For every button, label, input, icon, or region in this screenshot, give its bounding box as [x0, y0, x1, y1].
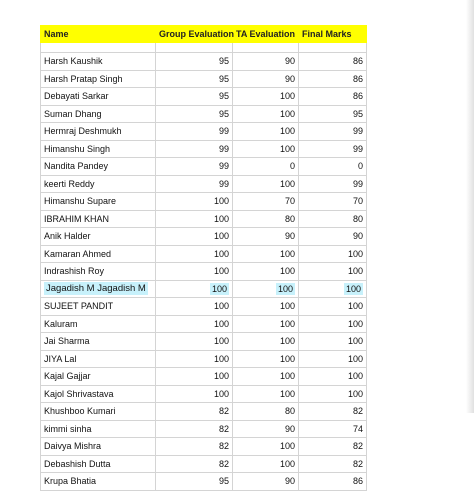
final-marks-cell[interactable]: 100 [299, 385, 367, 403]
table-row [41, 350, 367, 368]
final-marks-cell[interactable]: 100 [299, 333, 367, 351]
final-marks-cell[interactable]: 100 [299, 298, 367, 316]
final-marks-cell[interactable]: 86 [299, 53, 367, 71]
final-marks-cell[interactable]: 82 [299, 403, 367, 421]
table-row [41, 140, 367, 158]
blank-cell[interactable] [233, 43, 299, 53]
name-cell[interactable]: Jai Sharma [41, 333, 156, 351]
ta-evaluation-cell[interactable]: 100 [233, 140, 299, 158]
table-row [41, 280, 367, 298]
header-name[interactable]: Name [41, 26, 156, 43]
ta-evaluation-cell[interactable]: 90 [233, 228, 299, 246]
ta-evaluation-cell[interactable]: 100 [233, 123, 299, 141]
table-row [41, 193, 367, 211]
ta-evaluation-cell[interactable]: 90 [233, 70, 299, 88]
final-marks-cell[interactable]: 100 [299, 245, 367, 263]
name-cell[interactable]: Kajal Gajjar [41, 368, 156, 386]
name-cell[interactable]: Nandita Pandey [41, 158, 156, 176]
group-evaluation-cell[interactable]: 100 [156, 193, 233, 211]
blank-cell[interactable] [299, 43, 367, 53]
group-evaluation-cell[interactable]: 99 [156, 123, 233, 141]
name-cell[interactable]: kimmi sinha [41, 420, 156, 438]
name-cell[interactable]: Anik Halder [41, 228, 156, 246]
group-evaluation-cell[interactable]: 95 [156, 88, 233, 106]
header-row [41, 26, 367, 43]
final-marks-cell[interactable]: 99 [299, 140, 367, 158]
ta-evaluation-cell[interactable]: 90 [233, 473, 299, 491]
ta-evaluation-cell[interactable]: 100 [233, 455, 299, 473]
final-marks-cell[interactable] [299, 280, 367, 298]
name-cell[interactable]: Daivya Mishra [41, 438, 156, 456]
name-cell[interactable]: JIYA Lal [41, 350, 156, 368]
table-row [41, 175, 367, 193]
name-cell[interactable]: Harsh Kaushik [41, 53, 156, 71]
ta-evaluation-cell[interactable]: 90 [233, 53, 299, 71]
final-marks-cell[interactable]: 100 [299, 368, 367, 386]
ta-evaluation-cell[interactable]: 100 [233, 105, 299, 123]
group-evaluation-cell[interactable]: 82 [156, 438, 233, 456]
group-evaluation-cell[interactable]: 100 [156, 210, 233, 228]
ta-evaluation-cell[interactable]: 90 [233, 420, 299, 438]
final-marks-cell[interactable]: 86 [299, 70, 367, 88]
group-evaluation-cell[interactable]: 100 [156, 263, 233, 281]
ta-evaluation-cell[interactable]: 100 [233, 245, 299, 263]
ta-evaluation-cell[interactable] [233, 280, 299, 298]
group-evaluation-cell[interactable]: 99 [156, 140, 233, 158]
final-marks-cell[interactable]: 86 [299, 473, 367, 491]
ta-evaluation-cell[interactable]: 100 [233, 350, 299, 368]
table-row [41, 70, 367, 88]
group-evaluation-cell[interactable]: 95 [156, 105, 233, 123]
table-row [41, 53, 367, 71]
group-evaluation-cell[interactable]: 99 [156, 158, 233, 176]
table-row [41, 403, 367, 421]
final-marks-cell[interactable]: 100 [299, 263, 367, 281]
name-cell[interactable]: keerti Reddy [41, 175, 156, 193]
table-row [41, 455, 367, 473]
table-row [41, 245, 367, 263]
name-cell[interactable]: SUJEET PANDIT [41, 298, 156, 316]
group-evaluation-cell[interactable]: 100 [156, 245, 233, 263]
ta-evaluation-cell[interactable]: 100 [233, 263, 299, 281]
blank-row [41, 43, 367, 53]
table-row [41, 473, 367, 491]
final-marks-cell[interactable]: 95 [299, 105, 367, 123]
group-evaluation-cell[interactable]: 99 [156, 175, 233, 193]
table-row [41, 368, 367, 386]
table-row [41, 438, 367, 456]
final-marks-cell[interactable]: 82 [299, 438, 367, 456]
name-cell[interactable]: Hermraj Deshmukh [41, 123, 156, 141]
group-evaluation-cell[interactable]: 95 [156, 53, 233, 71]
final-marks-cell[interactable]: 70 [299, 193, 367, 211]
ta-evaluation-cell[interactable]: 70 [233, 193, 299, 211]
ta-evaluation-cell[interactable]: 100 [233, 298, 299, 316]
name-cell[interactable]: Debayati Sarkar [41, 88, 156, 106]
name-cell[interactable]: Debashish Dutta [41, 455, 156, 473]
final-marks-cell[interactable]: 100 [299, 315, 367, 333]
table-body [41, 43, 367, 491]
name-cell[interactable]: Indrashish Roy [41, 263, 156, 281]
table-row [41, 158, 367, 176]
ta-evaluation-cell[interactable]: 100 [233, 368, 299, 386]
table-row [41, 105, 367, 123]
ta-evaluation-cell[interactable]: 80 [233, 403, 299, 421]
name-cell[interactable] [41, 280, 156, 298]
header-ta-evaluation[interactable]: TA Evaluation [233, 26, 299, 43]
highlighted-text: 100 [345, 283, 361, 294]
blank-cell[interactable] [41, 43, 156, 53]
group-evaluation-cell[interactable]: 82 [156, 403, 233, 421]
table-row [41, 385, 367, 403]
highlighted-text: Jagadish M Jagadish M [46, 283, 146, 295]
name-cell[interactable]: Himanshu Singh [41, 140, 156, 158]
final-marks-cell[interactable]: 86 [299, 88, 367, 106]
table-row [41, 420, 367, 438]
group-evaluation-cell[interactable]: 95 [156, 473, 233, 491]
final-marks-cell[interactable]: 80 [299, 210, 367, 228]
table-row [41, 315, 367, 333]
final-marks-cell[interactable]: 90 [299, 228, 367, 246]
name-cell[interactable]: IBRAHIM KHAN [41, 210, 156, 228]
ta-evaluation-cell[interactable]: 100 [233, 333, 299, 351]
ta-evaluation-cell[interactable]: 100 [233, 315, 299, 333]
group-evaluation-cell[interactable]: 100 [156, 368, 233, 386]
name-cell[interactable]: Kaluram [41, 315, 156, 333]
group-evaluation-cell[interactable]: 100 [156, 350, 233, 368]
marks-table [40, 25, 367, 491]
table-row [41, 333, 367, 351]
table-row [41, 298, 367, 316]
ta-evaluation-cell[interactable]: 100 [233, 88, 299, 106]
group-evaluation-cell[interactable]: 95 [156, 70, 233, 88]
name-cell[interactable]: Harsh Pratap Singh [41, 70, 156, 88]
name-cell[interactable]: Himanshu Supare [41, 193, 156, 211]
header-group-evaluation[interactable]: Group Evaluation [156, 26, 233, 43]
ta-evaluation-cell[interactable]: 80 [233, 210, 299, 228]
final-marks-cell[interactable]: 74 [299, 420, 367, 438]
name-cell[interactable]: Suman Dhang [41, 105, 156, 123]
name-cell[interactable]: Kajol Shrivastava [41, 385, 156, 403]
name-cell[interactable]: Khushboo Kumari [41, 403, 156, 421]
final-marks-cell[interactable]: 99 [299, 123, 367, 141]
group-evaluation-cell[interactable]: 100 [156, 333, 233, 351]
table-row [41, 228, 367, 246]
final-marks-cell[interactable]: 99 [299, 175, 367, 193]
group-evaluation-cell[interactable]: 100 [156, 315, 233, 333]
group-evaluation-cell[interactable]: 82 [156, 420, 233, 438]
table-row [41, 123, 367, 141]
name-cell[interactable]: Krupa Bhatia [41, 473, 156, 491]
blank-cell[interactable] [156, 43, 233, 53]
group-evaluation-cell[interactable]: 82 [156, 455, 233, 473]
ta-evaluation-cell[interactable]: 100 [233, 385, 299, 403]
ta-evaluation-cell[interactable]: 100 [233, 175, 299, 193]
group-evaluation-cell[interactable] [156, 280, 233, 298]
table-row [41, 210, 367, 228]
table-row [41, 88, 367, 106]
page-edge-shadow [466, 0, 474, 413]
final-marks-cell[interactable]: 0 [299, 158, 367, 176]
table-row [41, 263, 367, 281]
final-marks-cell[interactable]: 82 [299, 455, 367, 473]
group-evaluation-cell[interactable]: 100 [156, 228, 233, 246]
ta-evaluation-cell[interactable]: 100 [233, 438, 299, 456]
final-marks-cell[interactable]: 100 [299, 350, 367, 368]
highlighted-text: 100 [277, 283, 293, 294]
group-evaluation-cell[interactable]: 100 [156, 385, 233, 403]
header-final-marks[interactable]: Final Marks [299, 26, 367, 43]
name-cell[interactable]: Kamaran Ahmed [41, 245, 156, 263]
ta-evaluation-cell[interactable]: 0 [233, 158, 299, 176]
highlighted-text: 100 [211, 283, 227, 294]
group-evaluation-cell[interactable]: 100 [156, 298, 233, 316]
